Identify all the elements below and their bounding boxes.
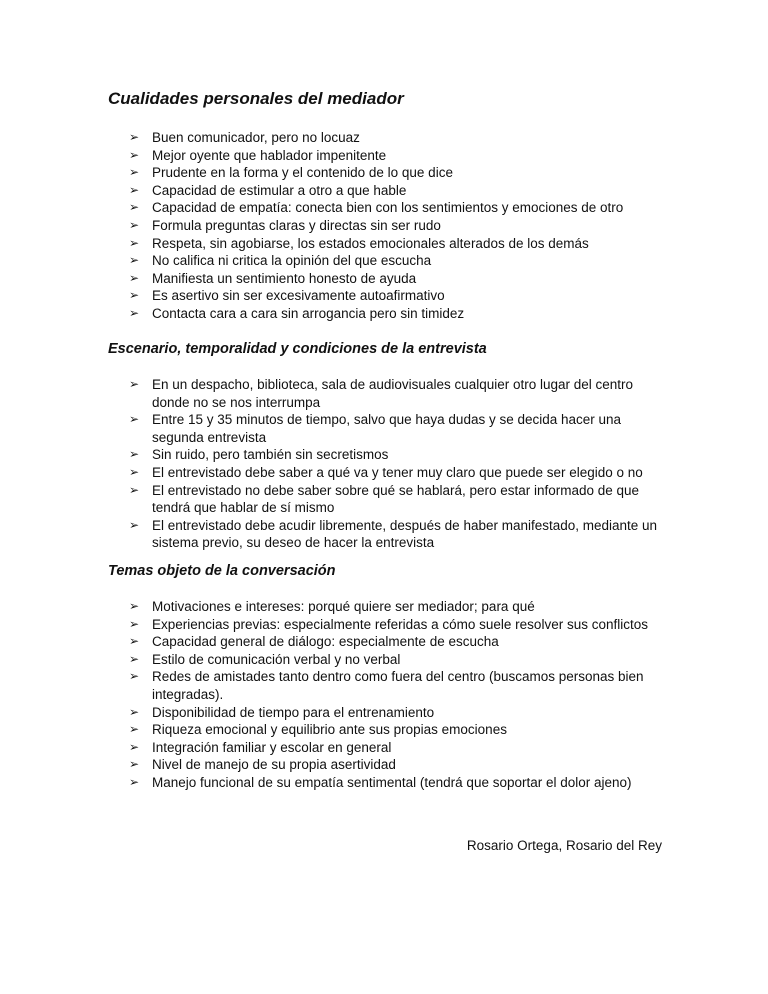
list-item: ➢ Contacta cara a cara sin arrogancia pero sin timidez	[129, 305, 465, 321]
arrow-bullet-icon: ➢	[129, 616, 140, 631]
list-item: ➢ Manifiesta un sentimiento honesto de ayuda	[129, 270, 417, 286]
arrow-bullet-icon: ➢	[129, 130, 140, 144]
list-item: ➢ Motivaciones e intereses: porqué quiere ser mediador; para qué	[129, 599, 535, 614]
arrow-bullet-icon: ➢	[129, 447, 140, 462]
list-item: ➢ Capacidad de estimular a otro a que hable	[129, 182, 407, 198]
list-item: ➢ Manejo funcional de su empatía sentimental (tendrá que soportar el dolor ajeno)	[129, 774, 632, 790]
list-item: ➢ Capacidad general de diálogo: especialmente de escucha	[129, 634, 499, 650]
list-item: ➢ Capacidad de empatía: conecta bien con los sentimientos y emociones de otro	[129, 200, 624, 216]
arrow-bullet-icon: ➢	[129, 482, 140, 497]
section-heading-cualidades: Cualidades personales del mediador	[108, 89, 404, 108]
arrow-bullet-icon: ➢	[129, 774, 140, 789]
arrow-bullet-icon: ➢	[129, 634, 140, 649]
arrow-bullet-icon: ➢	[129, 182, 140, 197]
arrow-bullet-icon: ➢	[129, 669, 140, 684]
list-item: ➢ Nivel de manejo de su propia asertividad	[129, 757, 396, 773]
arrow-bullet-icon: ➢	[129, 288, 140, 303]
arrow-bullet-icon: ➢	[129, 722, 140, 737]
arrow-bullet-icon: ➢	[129, 253, 140, 268]
signature: Rosario Ortega, Rosario del Rey	[466, 838, 662, 853]
section-heading-temas: Temas objeto de la conversación	[108, 563, 336, 579]
arrow-bullet-icon: ➢	[129, 147, 140, 162]
list-item: ➢ El entrevistado debe acudir libremente, después de haber manifestado, mediante un sistema previo, su deseo de hacer la entrevista	[129, 517, 658, 551]
list-item: ➢ Sin ruido, pero también sin secretismos	[129, 447, 389, 463]
list-item: ➢ Buen comunicador, pero no locuaz	[129, 130, 360, 145]
arrow-bullet-icon: ➢	[129, 165, 140, 180]
list-item: ➢ Mejor oyente que hablador impenitente	[129, 147, 387, 163]
list-item: ➢ Entre 15 y 35 minutos de tiempo, salvo que haya dudas y se decida hacer una segunda entrevista	[129, 412, 622, 445]
list-item: ➢ Prudente en la forma y el contenido de lo que dice	[129, 165, 453, 181]
arrow-bullet-icon: ➢	[129, 739, 140, 754]
list-item: ➢ El entrevistado debe saber a qué va y tener muy claro que puede ser elegido o no	[129, 464, 643, 480]
arrow-bullet-icon: ➢	[129, 651, 140, 666]
list-item: ➢ Formula preguntas claras y directas sin ser rudo	[129, 217, 441, 233]
arrow-bullet-icon: ➢	[129, 217, 140, 232]
arrow-bullet-icon: ➢	[129, 377, 140, 391]
list-item: ➢ Redes de amistades tanto dentro como fuera del centro (buscamos personas bien integradas).	[129, 669, 644, 702]
list-item: ➢ Estilo de comunicación verbal y no verbal	[129, 651, 401, 667]
list-item: ➢ Integración familiar y escolar en general	[129, 739, 392, 755]
list-temas	[129, 598, 669, 792]
list-item: ➢ Respeta, sin agobiarse, los estados emocionales alterados de los demás	[129, 235, 589, 251]
list-item: ➢ Experiencias previas: especialmente referidas a cómo suele resolver sus conflictos	[129, 616, 648, 632]
arrow-bullet-icon: ➢	[129, 517, 140, 532]
arrow-bullet-icon: ➢	[129, 464, 140, 479]
arrow-bullet-icon: ➢	[129, 704, 140, 719]
arrow-bullet-icon: ➢	[129, 412, 140, 427]
list-item: ➢ El entrevistado no debe saber sobre qué se hablará, pero estar informado de que tendrá que hablar de sí mismo	[129, 482, 640, 516]
list-item: ➢ Disponibilidad de tiempo para el entrenamiento	[129, 704, 435, 720]
list-escenario	[129, 376, 669, 552]
list-item: ➢ En un despacho, biblioteca, sala de audiovisuales cualquier otro lugar del centro donde no se nos interrumpa	[129, 377, 634, 410]
list-item: ➢ Riqueza emocional y equilibrio ante sus propias emociones	[129, 722, 507, 738]
arrow-bullet-icon: ➢	[129, 235, 140, 250]
section-heading-escenario: Escenario, temporalidad y condiciones de la entrevista	[108, 341, 487, 357]
arrow-bullet-icon: ➢	[129, 305, 140, 320]
arrow-bullet-icon: ➢	[129, 599, 140, 613]
arrow-bullet-icon: ➢	[129, 200, 140, 215]
list-item: ➢ No califica ni critica la opinión del que escucha	[129, 253, 432, 269]
arrow-bullet-icon: ➢	[129, 270, 140, 285]
list-cualidades	[129, 129, 669, 323]
arrow-bullet-icon: ➢	[129, 757, 140, 772]
list-item: ➢ Es asertivo sin ser excesivamente autoafirmativo	[129, 288, 445, 304]
